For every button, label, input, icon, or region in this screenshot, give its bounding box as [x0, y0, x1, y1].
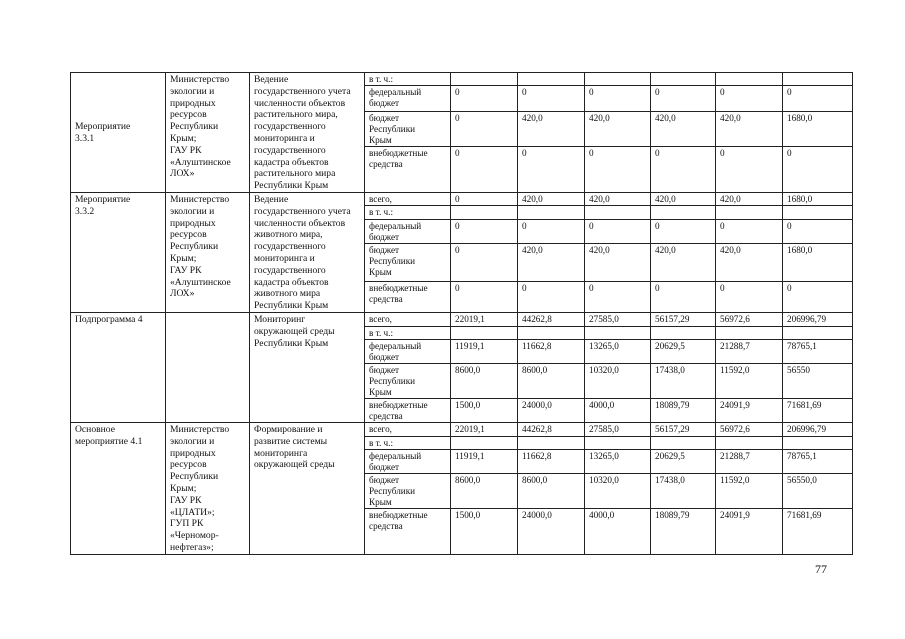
amount-cell [518, 437, 585, 450]
amount-cell: 4000,0 [585, 398, 651, 422]
amount-cell: 0 [451, 111, 518, 147]
amount-cell: 0 [585, 86, 651, 111]
amount-cell: 56972,6 [716, 422, 783, 436]
amount-cell: 0 [518, 147, 585, 193]
amount-cell: 1500,0 [451, 398, 518, 422]
amount-cell: 0 [451, 147, 518, 193]
funding-source-cell: бюджет Республики Крым [365, 244, 451, 282]
amount-cell: 8600,0 [451, 363, 518, 398]
description-cell: Формирование и развитие системы мониторинга окружающей среды [250, 422, 365, 554]
amount-cell [451, 73, 518, 86]
amount-cell [451, 437, 518, 450]
amount-cell: 420,0 [651, 111, 716, 147]
executor-cell: Министерство экологии и природных ресурсов Республики Крым; ГАУ РК «ЦЛАТИ»; ГУП РК «Черномор- нефтегаз»; [166, 422, 250, 554]
amount-cell: 0 [451, 282, 518, 313]
amount-cell: 56972,6 [716, 312, 783, 326]
event-name-cell: Мероприятие 3.3.2 [71, 192, 166, 312]
amount-cell: 8600,0 [518, 474, 585, 509]
amount-cell: 11592,0 [716, 363, 783, 398]
amount-cell [783, 326, 853, 339]
amount-cell: 0 [716, 282, 783, 313]
amount-cell: 0 [585, 147, 651, 193]
amount-cell: 18089,79 [651, 509, 716, 554]
amount-cell: 56550,0 [783, 474, 853, 509]
amount-cell [651, 206, 716, 219]
amount-cell: 17438,0 [651, 474, 716, 509]
table-row [71, 73, 853, 86]
amount-cell: 420,0 [651, 192, 716, 205]
amount-cell [651, 437, 716, 450]
amount-cell: 44262,8 [518, 422, 585, 436]
description-cell: Ведение государственного учета численности объектов растительного мира, государственного мониторинга и государственного кадастра объектов растительного мира Республики Крым [250, 73, 365, 193]
amount-cell: 27585,0 [585, 422, 651, 436]
amount-cell: 0 [451, 244, 518, 282]
amount-cell: 8600,0 [451, 474, 518, 509]
amount-cell: 8600,0 [518, 363, 585, 398]
amount-cell: 56157,29 [651, 422, 716, 436]
amount-cell: 0 [716, 147, 783, 193]
amount-cell [716, 437, 783, 450]
amount-cell: 420,0 [716, 192, 783, 205]
amount-cell: 420,0 [716, 111, 783, 147]
amount-cell: 0 [451, 219, 518, 244]
funding-source-cell: в т. ч.: [365, 73, 451, 86]
amount-cell: 21288,7 [716, 450, 783, 474]
amount-cell [651, 73, 716, 86]
event-name-cell: Основное мероприятие 4.1 [71, 422, 166, 554]
amount-cell [783, 437, 853, 450]
amount-cell: 206996,79 [783, 312, 853, 326]
amount-cell [716, 326, 783, 339]
funding-source-cell: внебюджетные средства [365, 147, 451, 193]
amount-cell [651, 326, 716, 339]
funding-source-cell: внебюджетные средства [365, 509, 451, 554]
amount-cell: 78765,1 [783, 339, 853, 363]
event-name-cell: Подпрограмма 4 [71, 312, 166, 422]
amount-cell: 1500,0 [451, 509, 518, 554]
amount-cell [451, 206, 518, 219]
amount-cell: 420,0 [651, 244, 716, 282]
funding-source-cell: всего, [365, 312, 451, 326]
amount-cell: 0 [651, 147, 716, 193]
amount-cell: 13265,0 [585, 450, 651, 474]
amount-cell: 78765,1 [783, 450, 853, 474]
amount-cell: 20629,5 [651, 450, 716, 474]
amount-cell [451, 326, 518, 339]
amount-cell: 0 [518, 282, 585, 313]
amount-cell: 56157,29 [651, 312, 716, 326]
funding-source-cell: федеральный бюджет [365, 339, 451, 363]
amount-cell [585, 73, 651, 86]
amount-cell: 11592,0 [716, 474, 783, 509]
funding-source-cell: в т. ч.: [365, 326, 451, 339]
amount-cell: 20629,5 [651, 339, 716, 363]
amount-cell: 0 [651, 282, 716, 313]
amount-cell: 0 [716, 219, 783, 244]
amount-cell: 0 [451, 86, 518, 111]
page-number: 77 [815, 562, 827, 576]
amount-cell: 11919,1 [451, 450, 518, 474]
funding-source-cell: бюджет Республики Крым [365, 111, 451, 147]
amount-cell: 0 [518, 86, 585, 111]
amount-cell: 13265,0 [585, 339, 651, 363]
funding-source-cell: внебюджетные средства [365, 282, 451, 313]
amount-cell: 10320,0 [585, 363, 651, 398]
amount-cell: 24000,0 [518, 398, 585, 422]
amount-cell [518, 326, 585, 339]
table-row [71, 192, 853, 205]
amount-cell: 0 [783, 219, 853, 244]
funding-source-cell: в т. ч.: [365, 206, 451, 219]
funding-source-cell: внебюджетные средства [365, 398, 451, 422]
description-cell: Ведение государственного учета численности объектов животного мира, государственного мониторинга и государственного кадастра объектов животного мира Республики Крым [250, 192, 365, 312]
amount-cell: 0 [783, 86, 853, 111]
amount-cell: 420,0 [585, 192, 651, 205]
amount-cell: 420,0 [518, 192, 585, 205]
funding-source-cell: бюджет Республики Крым [365, 474, 451, 509]
executor-cell [166, 312, 250, 422]
amount-cell: 71681,69 [783, 398, 853, 422]
amount-cell [585, 206, 651, 219]
amount-cell: 24000,0 [518, 509, 585, 554]
funding-source-cell: в т. ч.: [365, 437, 451, 450]
funding-source-cell: бюджет Республики Крым [365, 363, 451, 398]
amount-cell [783, 73, 853, 86]
funding-table [70, 72, 853, 555]
table-row [71, 312, 853, 326]
executor-cell: Министерство экологии и природных ресурсов Республики Крым; ГАУ РК «Алуштинское ЛОХ» [166, 192, 250, 312]
description-cell: Мониторинг окружающей среды Республики Крым [250, 312, 365, 422]
funding-source-cell: всего, [365, 422, 451, 436]
amount-cell: 0 [518, 219, 585, 244]
amount-cell: 22019,1 [451, 312, 518, 326]
executor-cell: Министерство экологии и природных ресурсов Республики Крым; ГАУ РК «Алуштинское ЛОХ» [166, 73, 250, 193]
amount-cell [518, 73, 585, 86]
funding-source-cell: федеральный бюджет [365, 219, 451, 244]
event-name-cell: Мероприятие 3.3.1 [71, 73, 166, 193]
amount-cell [585, 326, 651, 339]
amount-cell: 71681,69 [783, 509, 853, 554]
amount-cell: 11662,8 [518, 450, 585, 474]
amount-cell: 21288,7 [716, 339, 783, 363]
amount-cell: 24091,9 [716, 509, 783, 554]
amount-cell: 56550 [783, 363, 853, 398]
funding-source-cell: всего, [365, 192, 451, 205]
amount-cell: 0 [451, 192, 518, 205]
amount-cell: 22019,1 [451, 422, 518, 436]
amount-cell: 11662,8 [518, 339, 585, 363]
amount-cell: 1680,0 [783, 111, 853, 147]
amount-cell: 420,0 [716, 244, 783, 282]
amount-cell: 24091,9 [716, 398, 783, 422]
amount-cell: 1680,0 [783, 244, 853, 282]
amount-cell [716, 73, 783, 86]
amount-cell [783, 206, 853, 219]
amount-cell: 44262,8 [518, 312, 585, 326]
amount-cell: 0 [651, 86, 716, 111]
amount-cell: 18089,79 [651, 398, 716, 422]
amount-cell: 0 [585, 282, 651, 313]
amount-cell: 0 [585, 219, 651, 244]
amount-cell: 10320,0 [585, 474, 651, 509]
amount-cell: 0 [783, 282, 853, 313]
amount-cell: 420,0 [518, 244, 585, 282]
amount-cell: 17438,0 [651, 363, 716, 398]
amount-cell [518, 206, 585, 219]
amount-cell: 206996,79 [783, 422, 853, 436]
amount-cell: 420,0 [585, 244, 651, 282]
amount-cell: 420,0 [585, 111, 651, 147]
amount-cell: 0 [783, 147, 853, 193]
amount-cell: 0 [716, 86, 783, 111]
table-row [71, 422, 853, 436]
amount-cell [716, 206, 783, 219]
amount-cell: 11919,1 [451, 339, 518, 363]
amount-cell: 0 [651, 219, 716, 244]
amount-cell: 4000,0 [585, 509, 651, 554]
amount-cell: 420,0 [518, 111, 585, 147]
amount-cell: 27585,0 [585, 312, 651, 326]
funding-source-cell: федеральный бюджет [365, 86, 451, 111]
amount-cell: 1680,0 [783, 192, 853, 205]
funding-source-cell: федеральный бюджет [365, 450, 451, 474]
amount-cell [585, 437, 651, 450]
